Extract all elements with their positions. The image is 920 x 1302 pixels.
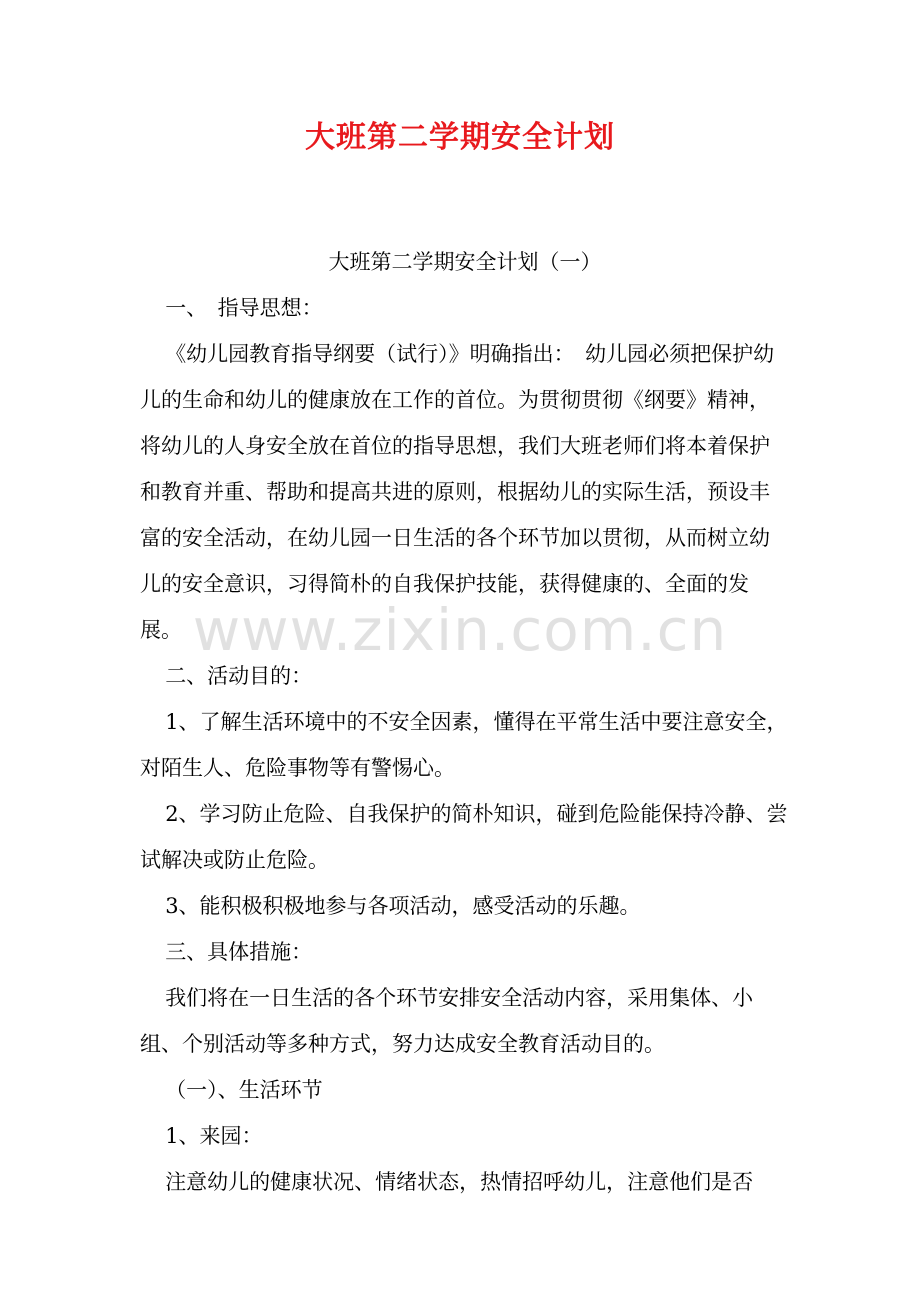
paragraph-arrival: 注意幼儿的健康状况、情绪状态，热情招呼幼儿，注意他们是否 [165, 1170, 754, 1194]
heading-specific-measures: 三、具体措施： [165, 940, 313, 964]
goal-item-2: 2、学习防止危险、自我保护的简朴知识，碰到危险能保持冷静、尝试解决或防止危险。 [140, 802, 788, 872]
document-title: 大班第二学期安全计划 [305, 120, 615, 155]
item-arrival: 1、来园： [165, 1124, 263, 1148]
heading-guiding-thought: 一、 指导思想： [165, 296, 323, 320]
section-subtitle: 大班第二学期安全计划（一） [328, 250, 602, 274]
paragraph-guiding-thought: 《幼儿园教育指导纲要（试行）》明确指出： 幼儿园必须把保护幼儿的生命和幼儿的健康放在工作的首位。为贯彻贯彻《纲要》精神，将幼儿的人身安全放在首位的指导思想，我们大班老师们将本着保护和教育并重、帮助和提高共进的原则，根据幼儿的实际生活，预设丰富的安全活动，在幼儿园一日生活的各个环节加以贯彻，从而树立幼儿的安全意识，习得简朴的自我保护技能，获得健康的、全面的发展。 [140, 342, 775, 642]
goal-item-3: 3、能积极积极地参与各项活动，感受活动的乐趣。 [165, 894, 641, 918]
watermark: www.zixin.com.cn [192, 596, 728, 664]
subheading-daily-life: （一）、生活环节 [165, 1078, 323, 1102]
goal-item-1: 1、了解生活环境中的不安全因素，懂得在平常生活中要注意安全，对陌生人、危险事物等有警惕心。 [140, 710, 788, 780]
document-body [140, 239, 790, 1205]
heading-activity-goals: 二、活动目的： [165, 664, 313, 688]
paragraph-measures: 我们将在一日生活的各个环节安排安全活动内容，采用集体、小组、个别活动等多种方式，努力达成安全教育活动目的。 [140, 986, 754, 1056]
